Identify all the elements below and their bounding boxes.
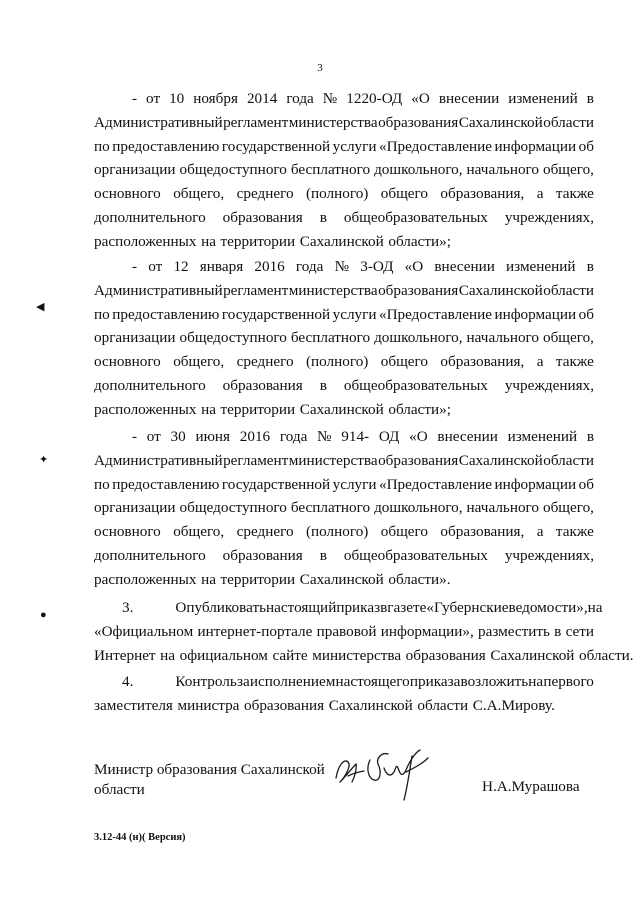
word: Сахалинской xyxy=(299,232,384,250)
word: услуги xyxy=(332,475,377,493)
word: в xyxy=(554,622,562,640)
word: года xyxy=(295,258,324,275)
word: Административный xyxy=(94,281,223,299)
word: 1220-ОД xyxy=(346,90,403,107)
word: образования xyxy=(222,546,303,564)
word: государственной xyxy=(221,475,331,493)
word: 30 xyxy=(170,428,186,445)
word: С.А.Мирову. xyxy=(472,696,555,714)
word: предоставлению xyxy=(112,475,220,493)
word: расположенных xyxy=(94,570,197,588)
word: газете xyxy=(387,599,427,616)
word: на xyxy=(201,400,216,418)
word: области xyxy=(417,696,469,714)
word: в xyxy=(586,428,594,445)
word: Сахалинской xyxy=(328,696,413,714)
word: бесплатного xyxy=(290,499,371,517)
word: организации xyxy=(94,161,176,179)
word: министерства xyxy=(312,646,402,664)
text-line xyxy=(94,87,594,111)
paragraph xyxy=(94,87,594,254)
word: образования xyxy=(405,646,486,664)
word: 3-ОД xyxy=(360,258,394,275)
scan-mark: ✦ xyxy=(39,454,49,466)
word: также xyxy=(555,185,594,203)
word: среднего xyxy=(236,185,294,203)
word: «О xyxy=(411,90,430,107)
text-line xyxy=(94,230,594,254)
word: территории xyxy=(220,400,296,418)
word: услуги xyxy=(332,305,377,323)
word: общеобразовательных xyxy=(343,546,488,564)
word: области»; xyxy=(388,232,451,250)
word: начального xyxy=(466,499,539,517)
text-line xyxy=(94,568,594,592)
scan-mark: ◀ xyxy=(36,301,45,313)
page-number: 3 xyxy=(317,62,323,74)
word: общедоступного xyxy=(179,329,287,347)
text-line xyxy=(94,303,594,327)
word: года xyxy=(279,428,308,445)
word: «О xyxy=(409,428,428,445)
word: образования, xyxy=(440,185,525,203)
word: в xyxy=(380,599,388,616)
word: на xyxy=(528,673,544,690)
word: информации xyxy=(494,137,577,155)
word: «Губернские xyxy=(426,599,509,616)
word: внесении xyxy=(437,428,498,445)
word: на xyxy=(201,570,216,588)
paragraph xyxy=(94,255,594,422)
word: Сахалинской xyxy=(299,570,384,588)
word: образования xyxy=(378,451,459,469)
word: в xyxy=(319,546,327,564)
word: общего, xyxy=(173,185,225,203)
word: общедоступного xyxy=(179,161,287,179)
word: общеобразовательных xyxy=(343,376,488,394)
word: общего, xyxy=(542,329,594,347)
document-version-code: 3.12-44 (н)( Версия) xyxy=(94,832,186,843)
word: расположенных xyxy=(94,232,197,250)
text-line xyxy=(94,620,594,644)
word: области xyxy=(543,451,594,469)
word: бесплатного xyxy=(290,161,371,179)
text-line xyxy=(94,182,594,206)
signatory-name: Н.А.Мурашова xyxy=(482,778,580,795)
word: области». xyxy=(388,570,451,588)
word: (полного) xyxy=(305,523,369,541)
word: расположенных xyxy=(94,400,197,418)
word: сети xyxy=(565,622,594,640)
text-line xyxy=(94,449,594,473)
word: изменений xyxy=(508,90,578,107)
word: настоящего xyxy=(335,673,410,690)
word: Административный xyxy=(94,451,223,469)
word: учреждениях, xyxy=(504,376,594,394)
text-line xyxy=(94,326,594,350)
word: а xyxy=(536,185,544,203)
text-line xyxy=(94,670,594,694)
word: № xyxy=(317,428,332,445)
word: в xyxy=(319,208,327,226)
word: на xyxy=(201,232,216,250)
item-number: 4. xyxy=(122,673,134,690)
item-number: 3. xyxy=(122,599,134,616)
word: Сахалинской xyxy=(458,281,543,299)
word: по xyxy=(94,137,110,155)
word: на xyxy=(160,646,176,664)
word: приказа xyxy=(409,673,461,690)
word: первого xyxy=(543,673,594,690)
word: внесении xyxy=(438,90,500,107)
word: дошкольного, xyxy=(374,161,463,179)
word: учреждениях, xyxy=(504,208,594,226)
word: сайте xyxy=(272,646,308,664)
word: на xyxy=(587,599,603,616)
word: предоставлению xyxy=(112,305,220,323)
word: 2014 xyxy=(246,90,278,107)
word: разместить xyxy=(478,622,550,640)
word: правовой xyxy=(316,622,377,640)
text-line xyxy=(94,520,594,544)
word: основного xyxy=(94,523,161,541)
word: ОД xyxy=(378,428,400,445)
word: министра xyxy=(177,696,240,714)
word: «Официальном xyxy=(94,622,194,640)
word: учреждениях, xyxy=(504,546,594,564)
word: а xyxy=(536,523,544,541)
word: начального xyxy=(466,161,539,179)
word: образования xyxy=(244,696,325,714)
word: 914- xyxy=(341,428,370,445)
word: 2016 xyxy=(254,258,285,275)
word: общедоступного xyxy=(179,499,287,517)
word: января xyxy=(199,258,244,275)
word: общеобразовательных xyxy=(343,208,488,226)
word: дополнительного xyxy=(94,376,206,394)
word: образования xyxy=(378,281,459,299)
word: дополнительного xyxy=(94,546,206,564)
word: дополнительного xyxy=(94,208,206,226)
word: Интернет xyxy=(94,646,156,664)
word: «О xyxy=(404,258,424,275)
word: образования xyxy=(222,208,303,226)
word: от xyxy=(148,258,163,275)
word: области xyxy=(543,113,594,131)
word: министерства xyxy=(288,281,378,299)
word: Опубликовать xyxy=(175,599,267,616)
text-line xyxy=(94,496,594,520)
text-line xyxy=(94,473,594,497)
word: интернет-портале xyxy=(197,622,313,640)
word: исполнением xyxy=(249,673,336,690)
word: образования xyxy=(222,376,303,394)
word: от xyxy=(146,90,161,107)
word: основного xyxy=(94,353,161,371)
word: года xyxy=(286,90,314,107)
word: в xyxy=(586,258,594,275)
text-line xyxy=(94,111,594,135)
word: территории xyxy=(220,570,296,588)
text-line xyxy=(94,644,634,668)
text-line xyxy=(94,425,594,449)
paragraph xyxy=(94,425,594,592)
word: «Предоставление xyxy=(378,475,492,493)
word: а xyxy=(536,353,544,371)
word: - xyxy=(132,90,138,107)
word: общего xyxy=(380,185,428,203)
word: основного xyxy=(94,185,161,203)
text-line xyxy=(94,350,594,374)
word: среднего xyxy=(236,523,294,541)
word: общего xyxy=(380,523,428,541)
paragraph xyxy=(94,596,634,667)
word: организации xyxy=(94,329,176,347)
word: области. xyxy=(579,646,634,664)
word: области xyxy=(543,281,594,299)
word: ноября xyxy=(193,90,238,107)
word: от xyxy=(146,428,161,445)
word: дошкольного, xyxy=(374,499,463,517)
word: образования xyxy=(378,113,459,131)
signatory-position-line: Министр образования Сахалинской xyxy=(94,761,325,778)
word: Административный xyxy=(94,113,223,131)
word: общего, xyxy=(173,523,225,541)
word: Сахалинской xyxy=(299,400,384,418)
word: заместителя xyxy=(94,696,173,714)
word: среднего xyxy=(236,353,294,371)
word: организации xyxy=(94,499,176,517)
word: изменений xyxy=(507,428,578,445)
word: изменений xyxy=(506,258,576,275)
text-line xyxy=(94,279,594,303)
word: приказ xyxy=(336,599,381,616)
word: 2016 xyxy=(239,428,271,445)
signatory-position xyxy=(94,760,325,800)
word: образования, xyxy=(440,523,525,541)
word: территории xyxy=(220,232,296,250)
text-line xyxy=(94,135,594,159)
text-line xyxy=(94,255,594,279)
text-line xyxy=(94,398,594,422)
word: государственной xyxy=(221,305,331,323)
word: за xyxy=(236,673,250,690)
word: также xyxy=(555,353,594,371)
word: «Предоставление xyxy=(378,137,492,155)
word: общего, xyxy=(542,161,594,179)
text-line xyxy=(94,158,594,182)
word: внесении xyxy=(434,258,495,275)
word: в xyxy=(319,376,327,394)
word: 10 xyxy=(169,90,185,107)
text-line xyxy=(94,544,594,568)
word: также xyxy=(555,523,594,541)
word: настоящий xyxy=(266,599,337,616)
word: «Предоставление xyxy=(378,305,492,323)
word: (полного) xyxy=(305,185,369,203)
word: (полного) xyxy=(305,353,369,371)
word: области»; xyxy=(388,400,451,418)
word: об xyxy=(578,305,594,323)
word: № xyxy=(322,90,338,107)
word: об xyxy=(578,137,594,155)
word: Сахалинской xyxy=(490,646,575,664)
paragraph xyxy=(94,670,594,718)
word: министерства xyxy=(288,451,378,469)
word: бесплатного xyxy=(290,329,371,347)
word: дошкольного, xyxy=(374,329,463,347)
word: ведомости», xyxy=(508,599,588,616)
word: информации xyxy=(494,305,577,323)
word: регламент xyxy=(223,281,289,299)
word: № xyxy=(334,258,350,275)
word: регламент xyxy=(223,113,289,131)
text-line xyxy=(94,694,594,718)
word: по xyxy=(94,305,110,323)
text-line xyxy=(94,206,594,230)
word: предоставлению xyxy=(112,137,220,155)
word: общего xyxy=(380,353,428,371)
word: образования, xyxy=(440,353,525,371)
word: информации», xyxy=(380,622,474,640)
word: информации xyxy=(494,475,577,493)
word: регламент xyxy=(223,451,289,469)
word: - xyxy=(132,258,138,275)
word: услуги xyxy=(332,137,377,155)
word: официальном xyxy=(179,646,268,664)
word: министерства xyxy=(288,113,378,131)
word: об xyxy=(578,475,594,493)
word: по xyxy=(94,475,110,493)
word: начального xyxy=(466,329,539,347)
word: государственной xyxy=(221,137,331,155)
word: - xyxy=(132,428,138,445)
text-line xyxy=(94,596,603,620)
word: общего, xyxy=(542,499,594,517)
word: 12 xyxy=(173,258,189,275)
word: июня xyxy=(195,428,231,445)
word: Контроль xyxy=(175,673,237,690)
text-line xyxy=(94,374,594,398)
scan-mark: ● xyxy=(40,609,47,621)
word: Сахалинской xyxy=(458,451,543,469)
word: Сахалинской xyxy=(458,113,543,131)
signatory-position-line: области xyxy=(94,781,145,798)
word: общего, xyxy=(173,353,225,371)
word: в xyxy=(586,90,594,107)
handwritten-signature xyxy=(330,738,440,806)
word: возложить xyxy=(460,673,529,690)
